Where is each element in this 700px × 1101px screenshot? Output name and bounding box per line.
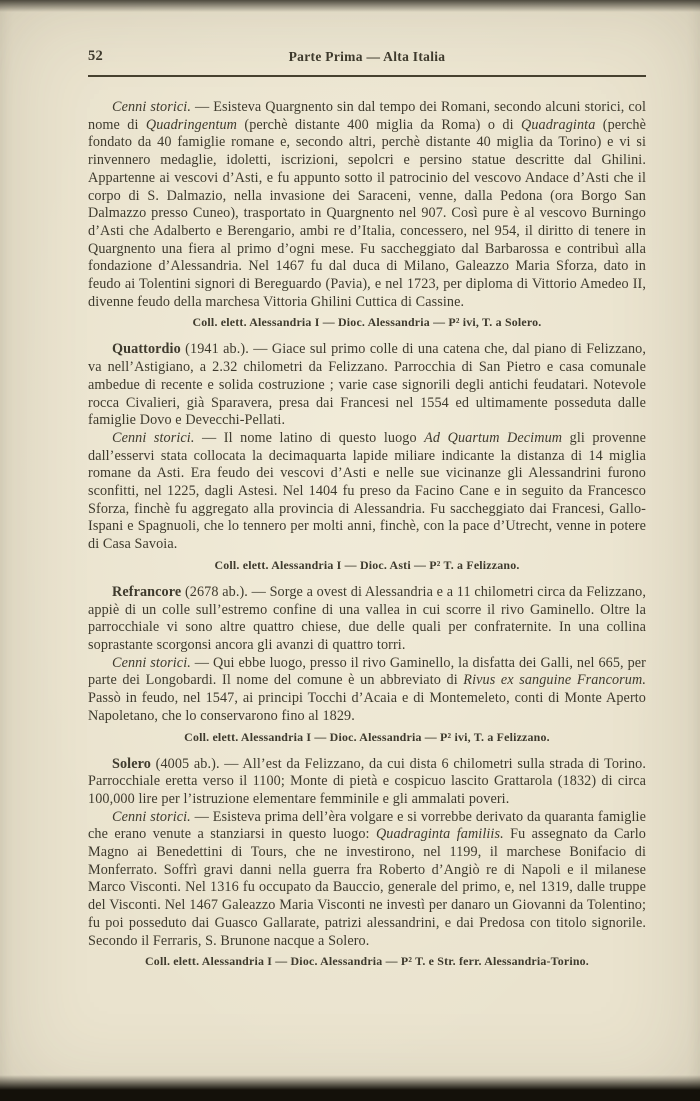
- solero-entry: [88, 756, 646, 809]
- page-content: [88, 48, 646, 973]
- body-text: (2678 ab.). — Sorge a ovest di Alessandria e a 11 chilometri circa da Felizzano, appiè di un colle sull’estremo confine di una vallea in cui scorre il rivo Gaminello. Oltre la parrocchiale vi sono altre quattro chiese, due delle quali per confraternite. In una collina soprastante scorgonsi ancora gli avanzi di quattro torri.: [88, 583, 646, 653]
- italic-text: Quadraginta familiis.: [375, 826, 504, 843]
- solero-cenni-storici: [88, 809, 646, 951]
- body-text: (perchè fondato da 40 famiglie romane e, secondo altri, perchè distante 40 miglia da Torino) e vi si rinvennero medaglie, idoletti, iscrizioni, sepolcri e persino statue descritte dal Ghilini. Appartenne ai vescovi d’Asti, e fu appunto sotto il patrocinio del vescovo Andace d’Asti che il corpo di S. Dalmazio, nella invasione dei Saraceni, venne, dalla Pedona (ora Borgo San Dalmazzo presso Cuneo), trasportato in Quargnento nel 907. Così pure è al vescovo Burningo d’Asti che Adalberto e Berengario, ambi re d’Italia, concessero, nel 954, il diritto di tenere in Quargnento una fiera al primo d’ogni mese. Fu saccheggiato dal Barbarossa e contribuì alla fondazione d’Alessandria. Nel 1467 fu dal duca di Milano, Galeazzo Maria Sforza, dato in feudo ai Tolentini signori di Bereguardo (Pavia), e nel 1723, per diploma di Vittorio Amedeo II, divenne feudo della marchesa Vittoria Ghilini Cuttica di Cassine.: [88, 116, 647, 310]
- quargnento-cenni-storici: [88, 99, 646, 311]
- body-text: — Il nome latino di questo luogo: [194, 429, 425, 446]
- body-text: Fu assegnato da Carlo Magno ai Benedettini di Tours, che ne investirono, nel 1199, il marchese Bonifacio di Monferrato. Soffrì gravi danni nella guerra fra Roberto d’Angiò re di Napoli e il milanese Marco Visconti. Nel 1316 fu occupato da Bauccio, generale del primo, e, nel 1319, dalle truppe del Visconti. Nel 1467 Galeazzo Maria Visconti ne investì per danaro un Giovanni da Tolentino; fu poi posseduto dai Guasco Gallarate, patrizi alessandrini, e dai Predosa con titolo signorile. Secondo il Ferraris, S. Brunone nacque a Solero.: [88, 826, 646, 949]
- italic-text: Rivus ex sanguine Francorum.: [463, 672, 646, 689]
- refrancore-entry: [88, 584, 646, 655]
- body-text: — Esisteva prima dell’èra volgare e si vorrebbe derivato da quaranta famiglie che erano venute a stanziarsi in questo luogo:: [88, 808, 646, 843]
- page-body: [88, 99, 646, 969]
- quattordio-entry: [88, 341, 646, 430]
- italic-text: Cenni storici.: [112, 429, 195, 446]
- body-text: (perchè distante 400 miglia da Roma) o di: [237, 116, 521, 133]
- italic-text: Quadringentum: [145, 116, 238, 133]
- body-text: gli provenne dall’esservi stata collocata la decimaquarta lapide miliare indicante la distanza di 14 miglia romane da Asti. Era feudo dei vescovi d’Asti e nelle sue vicinanze gli Alessandrini furono sconfitti, nel 1225, dagli Astesi. Nel 1404 fu preso da Facino Cane e in seguito da Francesco Sforza, finchè fu aggregato alla provincia di Alessandria. Fu saccheggiato dai Francesi, Gallo-Ispani e Spagnuoli, che lo tennero per molti anni, finchè, con la pace d’Utrecht, venne in potere di Casa Savoia.: [88, 429, 646, 553]
- header-rule: [88, 75, 646, 77]
- body-text: (1941 ab.). — Giace sul primo colle di una catena che, dal piano di Felizzano, va nell’Astigiano, a 2.32 chilometri da Felizzano. Parrocchia di San Pietro e casa comunale ambedue di recente e solida costruzione ; varie case signorili degli antichi feudatari. Notevole rocca Civalieri, già Sparavera, presa dai Francesi nel 1554 ed ultimamente posseduta dalle famiglie Dovo e Devecchi-Pellati.: [88, 341, 646, 429]
- page-header: [88, 48, 646, 68]
- body-text: — Qui ebbe luogo, presso il rivo Gaminello, la disfatta dei Galli, nel 665, per parte dei Longobardi. Il nome del comune è un abbreviato di: [88, 654, 646, 689]
- scan-edge-bottom: [0, 1075, 700, 1101]
- italic-text: Cenni storici.: [112, 808, 191, 825]
- running-title: Parte Prima — Alta Italia: [288, 49, 446, 64]
- page-number: 52: [88, 48, 104, 64]
- italic-text: Ad Quartum Decimum: [424, 429, 563, 446]
- reference-line: Coll. elett. Alessandria I — Dioc. Alessandria — P² ivi, T. a Solero.: [192, 315, 542, 330]
- body-text: Passò in feudo, nel 1547, ai principi Tocchi d’Acaia e di Montemeleto, conti di Monte Aperto Napoletano, che lo conservarono fino al 1829.: [88, 690, 646, 724]
- refrancore-cenni-storici: [88, 655, 646, 726]
- italic-text: Cenni storici.: [112, 654, 191, 671]
- bold-lead-text: Solero: [112, 755, 151, 772]
- italic-text: Cenni storici.: [112, 99, 191, 115]
- reference-line: Coll. elett. Alessandria I — Dioc. Alessandria — P² T. e Str. ferr. Alessandria-Torino.: [145, 954, 589, 969]
- reference-line: Coll. elett. Alessandria I — Dioc. Alessandria — P² ivi, T. a Felizzano.: [184, 729, 550, 744]
- scan-edge-top: [0, 0, 700, 12]
- body-text: — Esisteva Quargnento sin dal tempo dei Romani, secondo alcuni storici, col nome di: [88, 99, 646, 133]
- italic-text: Quadraginta: [521, 116, 596, 133]
- bold-lead-text: Refrancore: [112, 583, 182, 600]
- body-text: (4005 ab.). — All’est da Felizzano, da cui dista 6 chilometri sulla strada di Torino. Parrocchiale eretta verso il 1100; Monte di pietà e cospicuo lascito Grattarola (1832) di circa 100,000 lire per l’istruzione elementare femminile e gli ammalati poveri.: [88, 755, 646, 807]
- quattordio-cenni-storici: [88, 430, 646, 554]
- bold-lead-text: Quattordio: [112, 341, 181, 358]
- reference-line: Coll. elett. Alessandria I — Dioc. Asti — P² T. a Felizzano.: [214, 557, 520, 572]
